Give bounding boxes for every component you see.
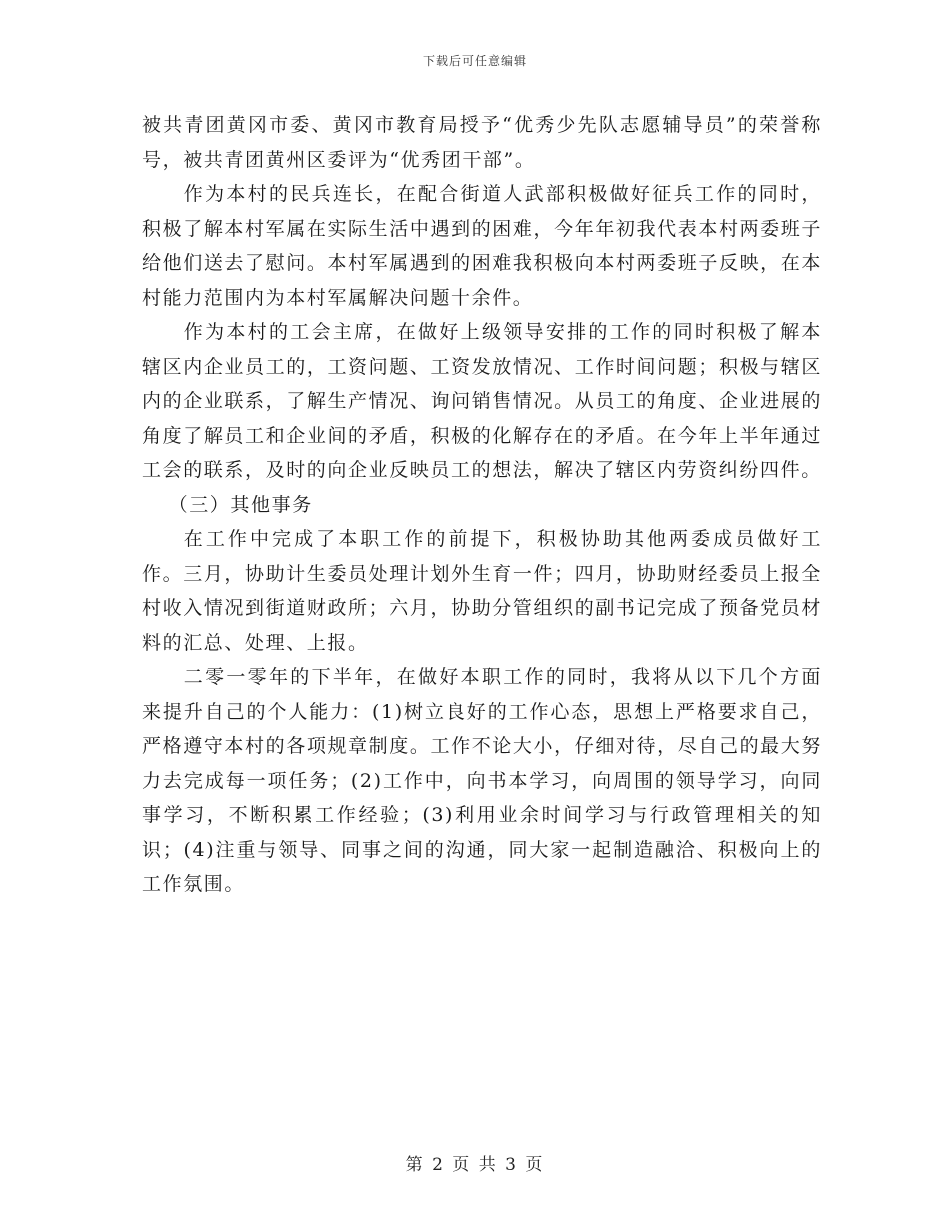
paragraph-militia: 作为本村的民兵连长，在配合街道人武部积极做好征兵工作的同时，积极了解本村军属在实际生活中遇到的困难，今年年初我代表本村两委班子给他们送去了慰问。本村军属遇到的困难我积极向本村两委班子反映，在本村能力范围内为本村军属解决问题十余件。 — [142, 183, 822, 309]
paragraph-plan: 二零一零年的下半年，在做好本职工作的同时，我将从以下几个方面来提升自己的个人能力：(1)树立良好的工作心态，思想上严格要求自己，严格遵守本村的各项规章制度。工作不论大小，仔细对待，尽自己的最大努力去完成每一项任务；(2)工作中，向书本学习，向周围的领导学习，向同事学习，不断积累工作经验；(3)利用业余时间学习与行政管理相关的知识；(4)注重与领导、同事之间的沟通，同大家一起制造融洽、积极向上的工作氛围。 — [142, 666, 822, 895]
paragraph-union: 作为本村的工会主席，在做好上级领导安排的工作的同时积极了解本辖区内企业员工的，工资问题、工资发放情况、工作时间问题；积极与辖区内的企业联系，了解生产情况、询问销售情况。从员工的角度、企业进展的角度了解员工和企业间的矛盾，积极的化解存在的矛盾。在今年上半年通过工会的联系，及时的向企业反映员工的想法，解决了辖区内劳资纠纷四件。 — [142, 321, 822, 481]
paragraph-continued: 被共青团黄冈市委、黄冈市教育局授予“优秀少先队志愿辅导员”的荣誉称号，被共青团黄州区委评为“优秀团干部”。 — [142, 114, 822, 171]
section-heading-other-affairs: （三）其他事务 — [168, 493, 313, 516]
document-body — [142, 108, 822, 902]
page-number-footer: 第 2 页 共 3 页 — [405, 1155, 545, 1175]
page-header: 下载后可任意编辑 — [422, 54, 527, 68]
paragraph-other-affairs: 在工作中完成了本职工作的前提下，积极协助其他两委成员做好工作。三月，协助计生委员处理计划外生育一件；四月，协助财经委员上报全村收入情况到街道财政所；六月，协助分管组织的副书记完成了预备党员材料的汇总、处理、上报。 — [142, 528, 822, 654]
